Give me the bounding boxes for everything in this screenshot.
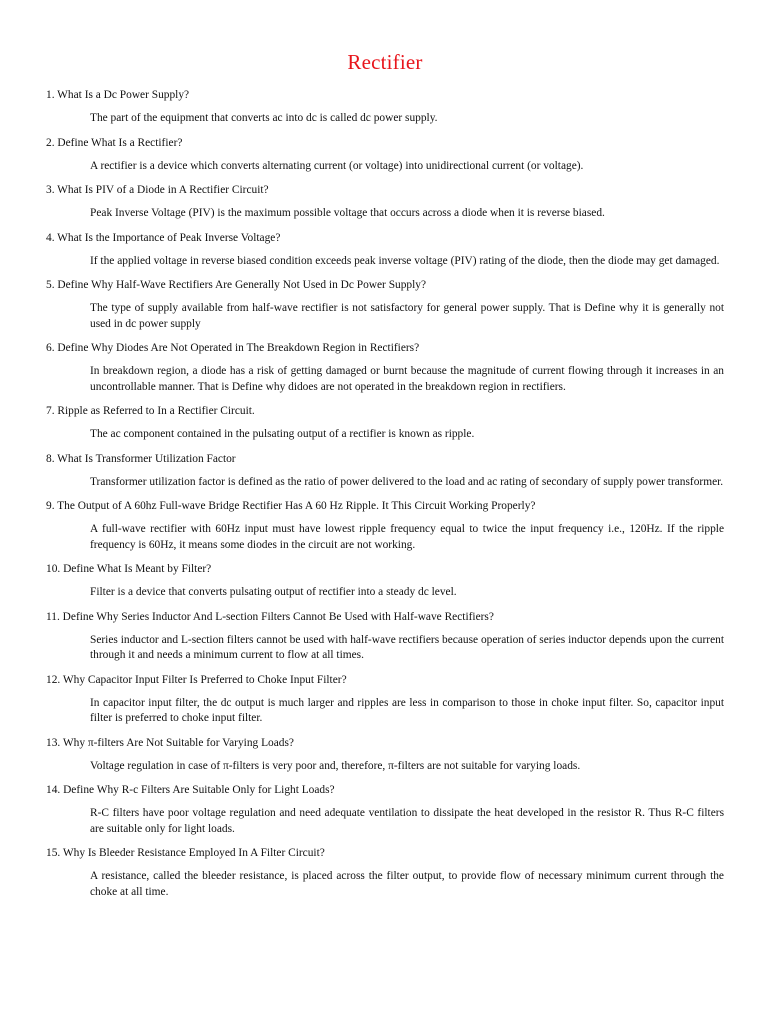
question-8: 8. What Is Transformer Utilization Factor: [46, 452, 236, 465]
question-13: 13. Why π-filters Are Not Suitable for Varying Loads?: [46, 736, 294, 749]
question-7: 7. Ripple as Referred to In a Rectifier Circuit.: [46, 405, 255, 417]
answer-7: The ac component contained in the pulsating output of a rectifier is known as ripple.: [90, 428, 475, 440]
question-11: 11. Define Why Series Inductor And L-section Filters Cannot Be Used with Half-wave Rectifiers?: [46, 610, 494, 623]
answer-9: A full-wave rectifier with 60Hz input must have lowest ripple frequency equal to twice the input frequency i.e., 120Hz. If the ripple frequency is 60Hz, it means some diodes in the circuit are not working.: [90, 523, 724, 551]
answer-14: R-C filters have poor voltage regulation and need adequate ventilation to dissipate the heat developed in the resistor R. Thus R-C filters are suitable only for light loads.: [90, 807, 724, 835]
question-2: 2. Define What Is a Rectifier?: [46, 136, 183, 149]
answer-10: Filter is a device that converts pulsating output of rectifier into a steady dc level.: [90, 586, 457, 598]
question-6: 6. Define Why Diodes Are Not Operated in The Breakdown Region in Rectifiers?: [46, 342, 420, 354]
answer-1: The part of the equipment that converts ac into dc is called dc power supply.: [90, 112, 438, 124]
question-9: 9. The Output of A 60hz Full-wave Bridge Rectifier Has A 60 Hz Ripple. It This Circuit Working Properly?: [46, 500, 536, 512]
question-15: 15. Why Is Bleeder Resistance Employed In A Filter Circuit?: [46, 847, 325, 859]
question-12: 12. Why Capacitor Input Filter Is Preferred to Choke Input Filter?: [46, 673, 347, 686]
question-1: 1. What Is a Dc Power Supply?: [46, 89, 190, 101]
answer-8: Transformer utilization factor is defined as the ratio of power delivered to the load and ac rating of secondary of supply power transformer.: [90, 475, 724, 488]
answer-4: If the applied voltage in reverse biased condition exceeds peak inverse voltage (PIV) rating of the diode, then the diode may get damaged.: [90, 254, 720, 267]
answer-13: Voltage regulation in case of π-filters is very poor and, therefore, π-filters are not suitable for varying loads.: [90, 759, 581, 772]
qa-list: [46, 88, 724, 900]
answer-15: A resistance, called the bleeder resistance, is placed across the filter output, to provide flow of necessary minimum current through the choke at all time.: [90, 870, 724, 898]
document-title: Rectifier: [347, 50, 423, 74]
answer-12: In capacitor input filter, the dc output is much larger and ripples are less in comparison to those in choke input filter. So, capacitor input filter is preferred to choke input filter.: [90, 696, 724, 724]
answer-6: In breakdown region, a diode has a risk of getting damaged or burnt because the magnitude of current flowing through it increases in an uncontrollable manner. That is Define why didoes are not operated in the breakdown region in rectifiers.: [90, 365, 724, 393]
answer-2: A rectifier is a device which converts alternating current (or voltage) into unidirectional current (or voltage).: [90, 159, 584, 172]
answer-11: Series inductor and L-section filters cannot be used with half-wave rectifiers because operation of series inductor depends upon the current through it and needs a minimum current to flow at all times.: [90, 633, 724, 661]
question-3: 3. What Is PIV of a Diode in A Rectifier Circuit?: [46, 184, 269, 196]
answer-3: Peak Inverse Voltage (PIV) is the maximum possible voltage that occurs across a diode when it is reverse biased.: [90, 207, 605, 219]
question-4: 4. What Is the Importance of Peak Inverse Voltage?: [46, 231, 281, 244]
question-14: 14. Define Why R-c Filters Are Suitable Only for Light Loads?: [46, 784, 335, 796]
question-5: 5. Define Why Half-Wave Rectifiers Are Generally Not Used in Dc Power Supply?: [46, 279, 427, 291]
question-10: 10. Define What Is Meant by Filter?: [46, 563, 212, 575]
answer-5: The type of supply available from half-wave rectifier is not satisfactory for general power supply. That is Define why it is generally not used in dc power supply: [90, 302, 724, 330]
